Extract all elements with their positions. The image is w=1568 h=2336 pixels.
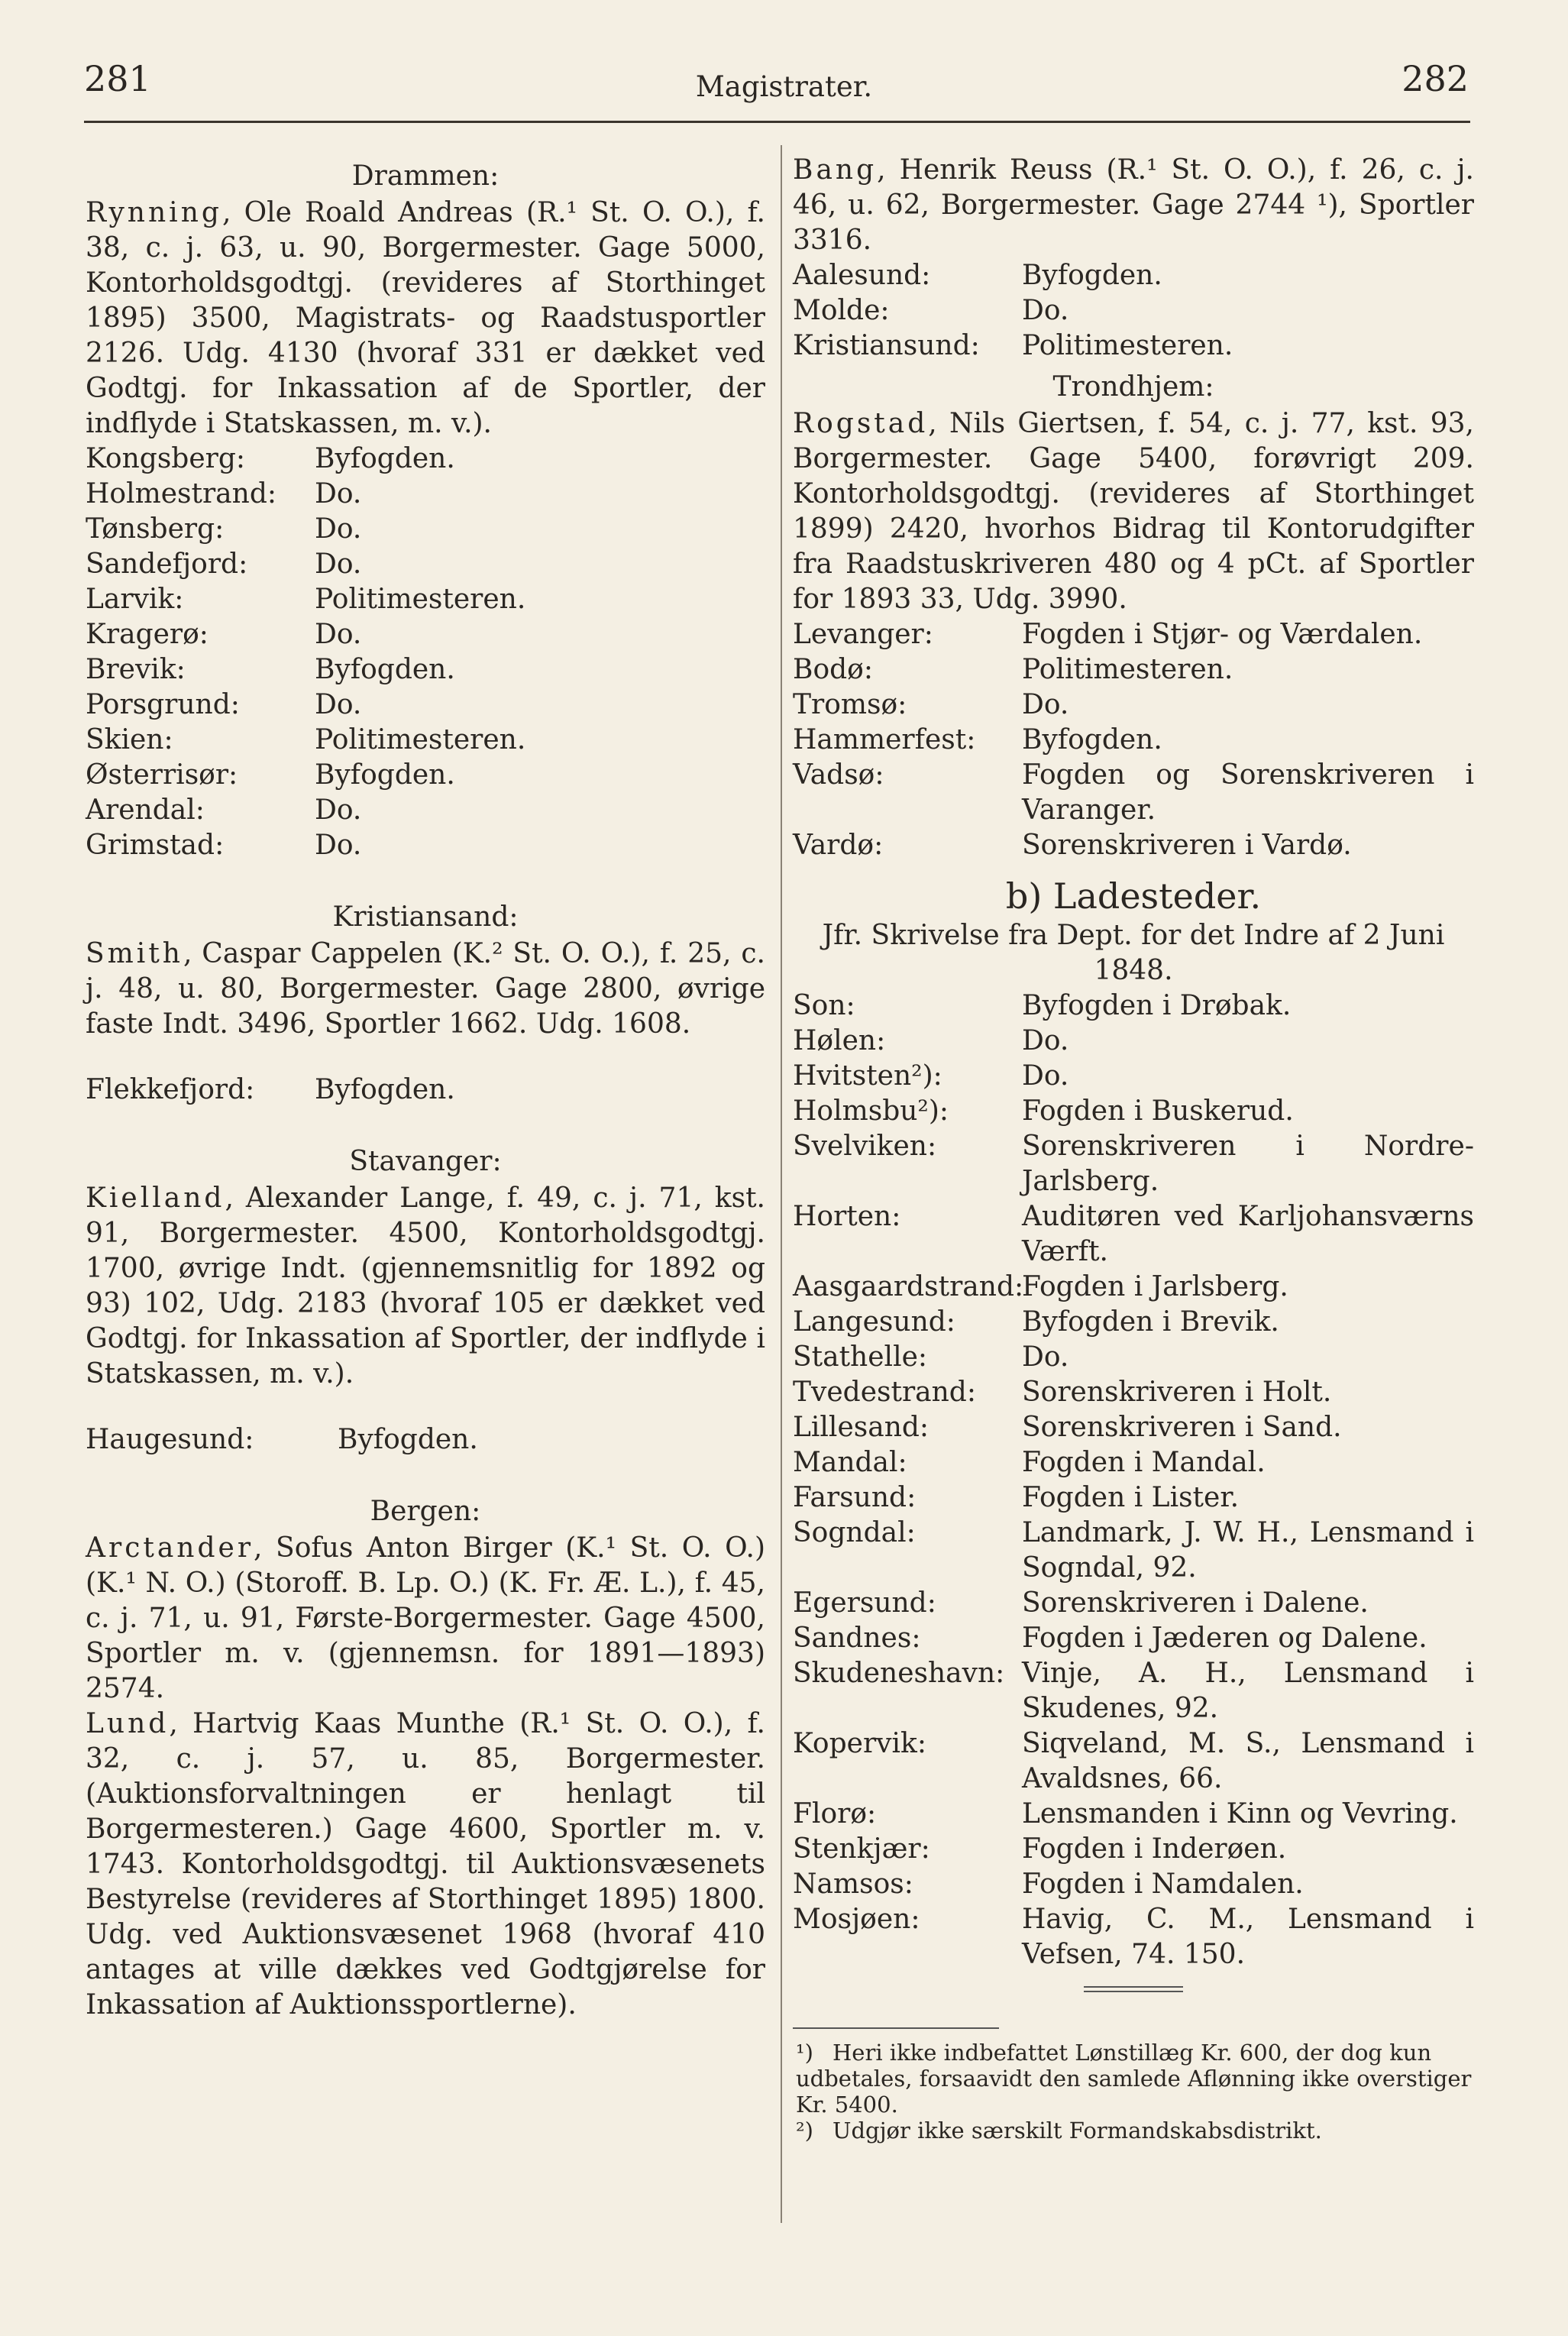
town-official: Fogden i Jarlsberg.	[1022, 1271, 1288, 1302]
town-official: Do.	[1022, 1341, 1069, 1373]
town-official: Byfogden.	[315, 759, 455, 791]
entry-text: , Henrik Reuss (R.¹ St. O. O.), f. 26, c. j. 46, u. 62, Borgermester. Gage 2744 ¹), Sportler 3316.	[793, 154, 1474, 256]
town-official: Lensmanden i Kinn og Vevring.	[1022, 1798, 1458, 1830]
town-row	[86, 477, 765, 512]
town-official: Siqveland, M. S., Lensmand i Avaldsnes, 66.	[1022, 1728, 1474, 1794]
town-name: Skien:	[86, 724, 173, 755]
footnote-mark: ¹)	[796, 2040, 813, 2066]
town-row	[86, 688, 765, 723]
section-heading-trondhjem: Trondhjem:	[1052, 371, 1214, 403]
town-name: Brevik:	[86, 654, 186, 685]
town-official: Sorenskriveren i Vardø.	[1022, 830, 1352, 861]
town-row	[793, 1586, 1474, 1621]
town-name: Bodø:	[793, 654, 873, 685]
town-official: Landmark, J. W. H., Lensmand i Sogndal, 92.	[1022, 1517, 1474, 1584]
town-row	[793, 1094, 1474, 1129]
town-row	[793, 1129, 1474, 1199]
entry-name: Rynning	[86, 197, 222, 228]
town-name: Mandal:	[793, 1447, 907, 1478]
town-official: Fogden i Buskerud.	[1022, 1095, 1294, 1127]
town-name: Holmsbu²):	[793, 1095, 949, 1127]
town-name: Hammerfest:	[793, 724, 976, 755]
town-list-right-2	[793, 617, 1474, 863]
town-official: Politimesteren.	[1022, 330, 1233, 361]
town-row	[793, 758, 1474, 828]
town-name: Svelviken:	[793, 1131, 937, 1162]
town-row	[86, 442, 765, 477]
town-row-haugesund	[86, 1422, 765, 1458]
town-name: Kopervik:	[793, 1728, 926, 1759]
entry-arctander	[86, 1531, 765, 1707]
town-official: Do.	[1022, 1025, 1069, 1056]
town-name: Hvitsten²):	[793, 1060, 942, 1092]
town-official: Do.	[315, 513, 362, 545]
town-name: Horten:	[793, 1201, 901, 1232]
end-rule	[1084, 1991, 1183, 1992]
town-row	[793, 1024, 1474, 1059]
town-name: Florø:	[793, 1798, 877, 1830]
entry-text: , Hartvig Kaas Munthe (R.¹ St. O. O.), f. 32, c. j. 57, u. 85, Borgermester. (Auktionsforvaltningen er henlagt til Borgermesteren.) Gage 4600, Sportler m. v. 1743. Kontorholdsgodtgj. til Auktionsvæsenets Bestyrelse (revideres af Storthinget 1895) 1800. Udg. ved Auktionsvæsenet 1968 (hvoraf 410 antages at ville dækkes ved Godtgjørelse for Inkassation af Auktionssportlerne).	[86, 1708, 765, 2021]
town-official: Fogden i Inderøen.	[1022, 1833, 1287, 1865]
entry-kielland	[86, 1181, 765, 1392]
town-row	[793, 1621, 1474, 1656]
town-name: Arendal:	[86, 794, 205, 826]
town-official: Fogden i Lister.	[1022, 1482, 1240, 1513]
town-row	[86, 617, 765, 652]
right-column	[793, 153, 1474, 2143]
entry-text: , Caspar Cappelen (K.² St. O. O.), f. 25, c. j. 48, u. 80, Borgermester. Gage 2800, øvrige faste Indt. 3496, Sportler 1662. Udg. 1608.	[86, 938, 765, 1040]
town-official: Politimesteren.	[315, 584, 526, 615]
town-row	[793, 1726, 1474, 1797]
town-row	[793, 1480, 1474, 1516]
section-heading-kristiansand: Kristiansand:	[332, 901, 519, 933]
running-title: Magistrater.	[695, 70, 873, 103]
town-official: Byfogden i Brevik.	[1022, 1306, 1279, 1338]
town-row	[793, 1375, 1474, 1410]
town-official: Havig, C. M., Lensmand i Vefsen, 74. 150.	[1022, 1904, 1474, 1970]
town-row	[793, 258, 1474, 293]
town-name: Stenkjær:	[793, 1833, 930, 1865]
town-name: Namsos:	[793, 1868, 913, 1900]
town-row	[793, 688, 1474, 723]
entry-text: , Nils Giertsen, f. 54, c. j. 77, kst. 93, Borgermester. Gage 5400, forøvrigt 209. Kontorholdsgodtgj. (revideres af Storthinget 1899) 2420, hvorhos Bidrag til Kontorudgifter fra Raadstuskriveren 480 og 4 pCt. af Sportler for 1893 33, Udg. 3990.	[793, 408, 1474, 615]
town-row	[86, 723, 765, 758]
town-official: Do.	[315, 794, 362, 826]
town-official: Auditøren ved Karljohansværns Værft.	[1022, 1201, 1474, 1267]
footnotes	[793, 2040, 1474, 2143]
town-row	[793, 723, 1474, 758]
town-official: Vinje, A. H., Lensmand i Skudenes, 92.	[1022, 1658, 1474, 1724]
town-official: Do.	[1022, 689, 1069, 720]
town-official: Byfogden.	[1022, 724, 1162, 755]
town-row	[793, 328, 1474, 364]
town-official: Byfogden.	[315, 1074, 455, 1105]
town-name: Lillesand:	[793, 1412, 929, 1443]
town-name: Østerrisør:	[86, 759, 238, 791]
section-heading-stavanger: Stavanger:	[349, 1146, 502, 1177]
town-row	[86, 582, 765, 617]
end-rule	[1084, 1986, 1183, 1988]
town-official: Fogden i Jæderen og Dalene.	[1022, 1623, 1427, 1654]
column-divider	[781, 145, 782, 2223]
town-name: Larvik:	[86, 584, 184, 615]
town-row	[793, 1340, 1474, 1375]
town-name: Molde:	[793, 295, 890, 326]
footnote	[793, 2118, 1474, 2143]
town-name: Skudeneshavn:	[793, 1658, 1005, 1689]
footnote-text: Udgjør ikke særskilt Formandskabsdistrikt.	[832, 2118, 1322, 2143]
town-name: Aalesund:	[793, 260, 931, 291]
town-name: Flekkefjord:	[86, 1074, 255, 1105]
entry-smith	[86, 937, 765, 1042]
ladesteder-list	[793, 988, 1474, 1972]
town-official: Politimesteren.	[315, 724, 526, 755]
town-name: Aasgaardstrand:	[793, 1271, 1024, 1302]
entry-bang	[793, 153, 1474, 258]
town-row	[793, 1059, 1474, 1094]
town-row	[793, 988, 1474, 1024]
footnote-separator	[793, 2027, 999, 2029]
entry-rogstad	[793, 406, 1474, 617]
town-row-flekkefjord	[86, 1073, 765, 1108]
town-official: Do.	[315, 619, 362, 650]
town-row	[793, 1867, 1474, 1902]
entry-lund	[86, 1707, 765, 2023]
town-row	[793, 617, 1474, 652]
town-official: Sorenskriveren i Sand.	[1022, 1412, 1342, 1443]
town-official: Do.	[315, 830, 362, 861]
town-official: Do.	[315, 689, 362, 720]
entry-text: , Sofus Anton Birger (K.¹ St. O. O.) (K.¹ N. O.) (Storoff. B. Lp. O.) (K. Fr. Æ. L.), f. 45, c. j. 71, u. 91, Første-Borgermester. Gage 4500, Sportler m. v. (gjennemsn. for 1891—1893) 2574.	[86, 1532, 765, 1704]
town-row	[793, 293, 1474, 328]
town-official: Fogden i Namdalen.	[1022, 1868, 1304, 1900]
town-row	[793, 652, 1474, 688]
section-heading-drammen: Drammen:	[351, 160, 499, 192]
page-number-right: 282	[1402, 58, 1469, 99]
town-row	[793, 1832, 1474, 1867]
town-official: Byfogden.	[338, 1424, 478, 1455]
town-name: Tønsberg:	[86, 513, 225, 545]
town-row	[86, 652, 765, 688]
town-name: Kristiansund:	[793, 330, 980, 361]
town-name: Holmestrand:	[86, 478, 276, 510]
town-name: Grimstad:	[86, 830, 225, 861]
town-row	[86, 512, 765, 547]
entry-name: Lund	[86, 1708, 170, 1739]
town-name: Sandnes:	[793, 1623, 921, 1654]
town-name: Kongsberg:	[86, 443, 246, 474]
town-row	[793, 1902, 1474, 1972]
town-row	[793, 1797, 1474, 1832]
town-name: Tvedestrand:	[793, 1377, 976, 1408]
entry-text: , Ole Roald Andreas (R.¹ St. O. O.), f. 38, c. j. 63, u. 90, Borgermester. Gage 5000, Kontorholdsgodtgj. (revideres af Storthinget 1895) 3500, Magistrats- og Raadstusportler 2126. Udg. 4130 (hvoraf 331 er dækket ved Godtgj. for Inkassation af de Sportler, der indflyde i Statskassen, m. v.).	[86, 197, 765, 439]
town-row	[793, 828, 1474, 863]
town-official: Fogden i Stjør- og Værdalen.	[1022, 619, 1423, 650]
town-official: Do.	[315, 548, 362, 580]
town-row	[793, 1305, 1474, 1340]
entry-rynning	[86, 196, 765, 442]
town-name: Hølen:	[793, 1025, 886, 1056]
footnote	[793, 2040, 1474, 2118]
town-name: Vadsø:	[793, 759, 884, 791]
town-name: Sogndal:	[793, 1517, 916, 1548]
town-row	[793, 1656, 1474, 1726]
town-official: Sorenskriveren i Nordre-Jarlsberg.	[1022, 1131, 1474, 1197]
town-official: Politimesteren.	[1022, 654, 1233, 685]
town-official: Byfogden.	[315, 443, 455, 474]
town-name: Stathelle:	[793, 1341, 928, 1373]
town-official: Byfogden.	[315, 654, 455, 685]
town-row	[86, 828, 765, 863]
footnote-mark: ²)	[796, 2118, 813, 2143]
town-official: Do.	[1022, 295, 1069, 326]
entry-text: , Alexander Lange, f. 49, c. j. 71, kst. 91, Borgermester. 4500, Kontorholdsgodtgj. 1700, øvrige Indt. (gjennemsnitlig for 1892 og 93) 102, Udg. 2183 (hvoraf 105 er dækket ved Godtgj. for Inkassation af Sportler, der indflyde i Statskassen, m. v.).	[86, 1183, 765, 1390]
town-row	[86, 758, 765, 793]
town-list-right-1	[793, 258, 1474, 364]
town-name: Kragerø:	[86, 619, 209, 650]
town-official: Do.	[1022, 1060, 1069, 1092]
town-row	[793, 1410, 1474, 1445]
town-official: Do.	[315, 478, 362, 510]
town-name: Tromsø:	[793, 689, 907, 720]
town-row	[793, 1516, 1474, 1586]
entry-name: Arctander	[86, 1532, 254, 1564]
header-rule	[84, 121, 1470, 123]
section-heading-ladesteder: b) Ladesteder.	[1005, 875, 1262, 917]
town-name: Son:	[793, 990, 855, 1021]
town-name: Sandefjord:	[86, 548, 248, 580]
footnote-text: Heri ikke indbefattet Lønstillæg Kr. 600, der dog kun udbetales, forsaavidt den samlede Aflønning ikke overstiger Kr. 5400.	[796, 2040, 1472, 2118]
town-name: Levanger:	[793, 619, 933, 650]
town-official: Sorenskriveren i Holt.	[1022, 1377, 1332, 1408]
entry-name: Kielland	[86, 1183, 225, 1214]
town-official: Byfogden.	[1022, 260, 1162, 291]
town-row	[793, 1199, 1474, 1270]
town-name: Langesund:	[793, 1306, 955, 1338]
left-column	[86, 153, 765, 2023]
page-number-left: 281	[84, 58, 151, 99]
town-name: Mosjøen:	[793, 1904, 920, 1935]
town-official: Fogden i Mandal.	[1022, 1447, 1266, 1478]
entry-name: Bang	[793, 154, 878, 186]
town-official: Sorenskriveren i Dalene.	[1022, 1587, 1369, 1619]
reference-note: Jfr. Skrivelse fra Dept. for det Indre af 2 Juni 1848.	[822, 920, 1445, 986]
town-row	[86, 793, 765, 828]
section-heading-bergen: Bergen:	[370, 1496, 481, 1527]
town-name: Egersund:	[793, 1587, 936, 1619]
entry-name: Smith	[86, 938, 183, 969]
town-list-left	[86, 442, 765, 863]
town-row	[793, 1270, 1474, 1305]
town-name: Farsund:	[793, 1482, 917, 1513]
town-name: Porsgrund:	[86, 689, 240, 720]
town-row	[793, 1445, 1474, 1480]
town-name: Haugesund:	[86, 1424, 254, 1455]
town-row	[86, 547, 765, 582]
town-official: Byfogden i Drøbak.	[1022, 990, 1292, 1021]
town-official: Fogden og Sorenskriveren i Varanger.	[1022, 759, 1474, 826]
town-name: Vardø:	[793, 830, 884, 861]
entry-name: Rogstad	[793, 408, 929, 439]
